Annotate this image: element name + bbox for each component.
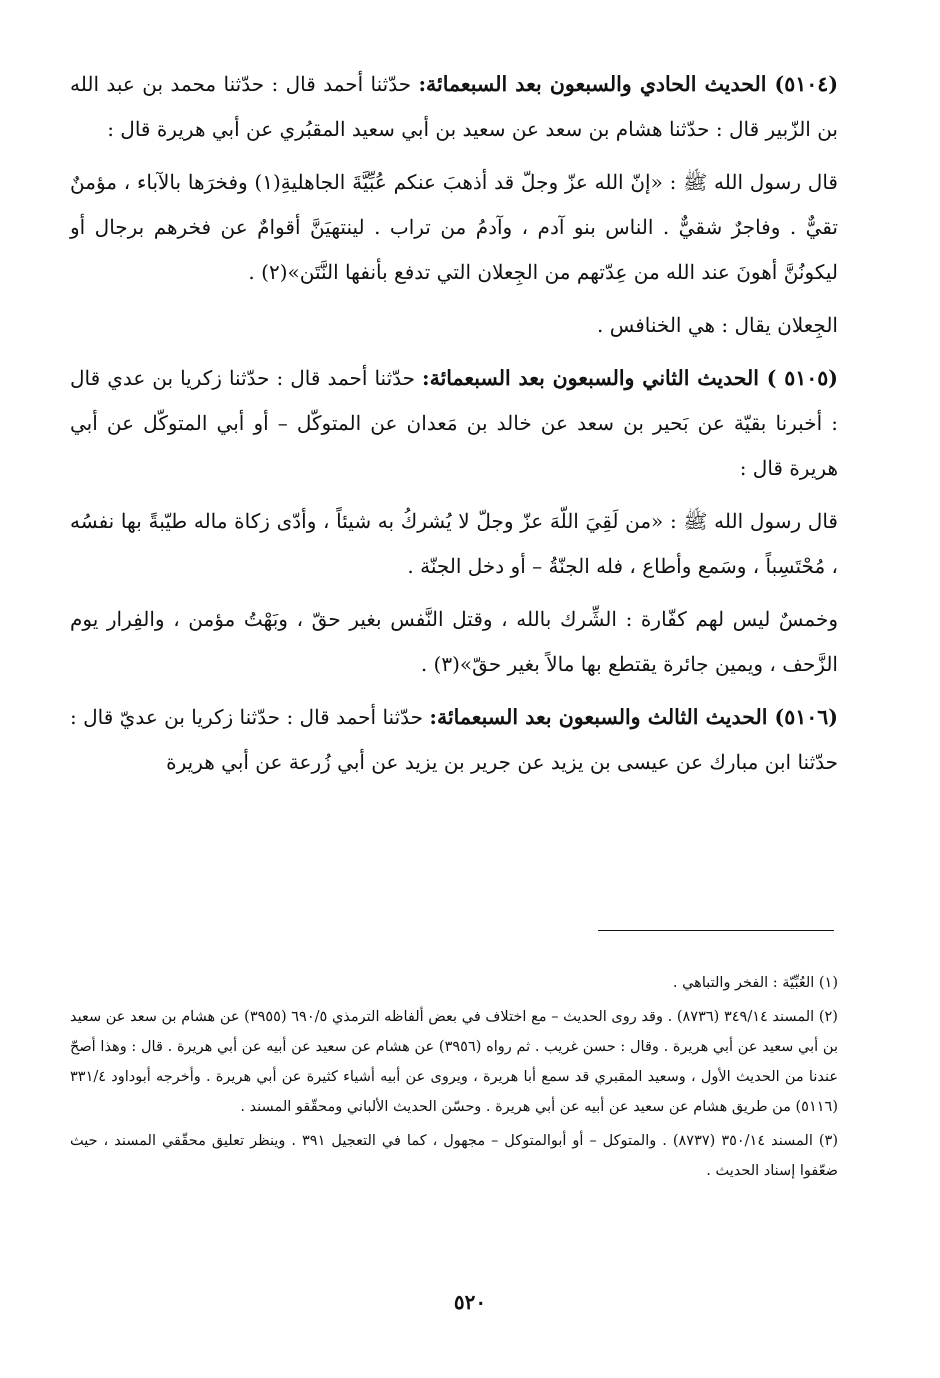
hadith-5105-text: قال رسول الله ﷺ : «من لَقِيَ اللّهَ عزّ وجلّ لا يُشركُ به شيئاً ، وأدّى زكاة ماله طيّبةً بها نفسُه ، مُحْتَسِباً ، وسَمع وأطاع ، فله الجنّةُ – أو دخل الجنّة . [70, 509, 838, 578]
hadith-chain: حدّثنا أحمد قال : حدّثنا زكريا بن عدي قال : أخبرنا بقيّة عن بَحير بن سعد عن خالد بن مَعدان عن المتوكّل – أو أبي المتوكّل عن أبي هريرة قال : [70, 366, 838, 480]
hadith-5104-text: قال رسول الله ﷺ : «إنّ الله عزّ وجلّ قد أذهبَ عنكم عُبِّيَّةَ الجاهليةِ(١) وفخرَها بالآباء ، مؤمنٌ تقيٌّ . وفاجرٌ شقيٌّ . الناس بنو آدم ، وآدمُ من تراب . لينتهيَنَّ أقوامٌ عن فخرهم برجال أو ليكونُنَّ أهونَ عند الله من عِدّتهم من الجِعلان التي تدفع بأنفها النَّتَن»(٢) . [70, 170, 838, 284]
hadith-heading: (٥١٠٦) الحديث الثالث والسبعون بعد السبعمائة: [429, 705, 838, 729]
hadith-5106-intro [70, 695, 838, 785]
footnote-3: (٣) المسند ٣٥٠/١٤ (٨٧٣٧) . والمتوكل – أو أبوالمتوكل – مجهول ، كما في التعجيل ٣٩١ . وينظر تعليق محقّقي المسند ، حيث ضعّفوا إسناد الحديث . [70, 1133, 838, 1179]
hadith-chain: حدّثنا أحمد قال : حدّثنا محمد بن عبد الله بن الزّبير قال : حدّثنا هشام بن سعد عن سعيد بن أبي سعيد المقبُري عن أبي هريرة قال : [70, 72, 838, 141]
page-number: ٥٢٠ [453, 1290, 487, 1314]
footnote-2: (٢) المسند ٣٤٩/١٤ (٨٧٣٦) . وقد روى الحديث – مع اختلاف في بعض ألفاظه الترمذي ٦٩٠/٥ (٣٩٥٥) عن هشام بن سعد عن سعيد بن أبي سعيد عن أبي هريرة . وقال : حسن غريب . ثم رواه (٣٩٥٦) عن هشام عن سعيد عن أبيه عن أبي هريرة . قال : وهذا أصحّ عندنا من الحديث الأول ، وسعيد المقبري قد سمع أبا هريرة ، ويروى عن أبيه أشياء كثيرة عن أبي هريرة . وأخرجه أبوداود ٣٣١/٤ (٥١١٦) من طريق هشام عن سعيد عن أبيه عن أبي هريرة . وحسّن الحديث الألباني ومحقّقو المسند . [70, 1009, 838, 1115]
footnotes [70, 968, 838, 1190]
hadith-5105-intro [70, 356, 838, 491]
footnote-divider [598, 930, 834, 931]
hadith-5104-gloss: الجِعلان يقال : هي الخنافس . [597, 313, 838, 337]
hadith-5105-text-2: وخمسٌ ليس لهم كفّارة : الشِّرك بالله ، وقتل النَّفس بغير حقّ ، وبَهْتُ مؤمن ، والفِرار يوم الزَّحف ، ويمين جائرة يقتطع بها مالاً بغير حقّ»(٣) . [70, 607, 838, 676]
hadith-5104-intro [70, 62, 838, 152]
footnote-1: (١) العُبِّيّة : الفخر والتباهي . [672, 975, 838, 991]
main-text [70, 62, 838, 785]
hadith-heading: (٥١٠٤) الحديث الحادي والسبعون بعد السبعمائة: [418, 72, 839, 96]
hadith-heading: (٥١٠٥ ) الحديث الثاني والسبعون بعد السبعمائة: [422, 366, 838, 390]
hadith-chain: حدّثنا أحمد قال : حدّثنا زكريا بن عديّ قال : حدّثنا ابن مبارك عن عيسى بن يزيد عن جرير بن يزيد عن أبي زُرعة عن أبي هريرة [70, 705, 838, 774]
